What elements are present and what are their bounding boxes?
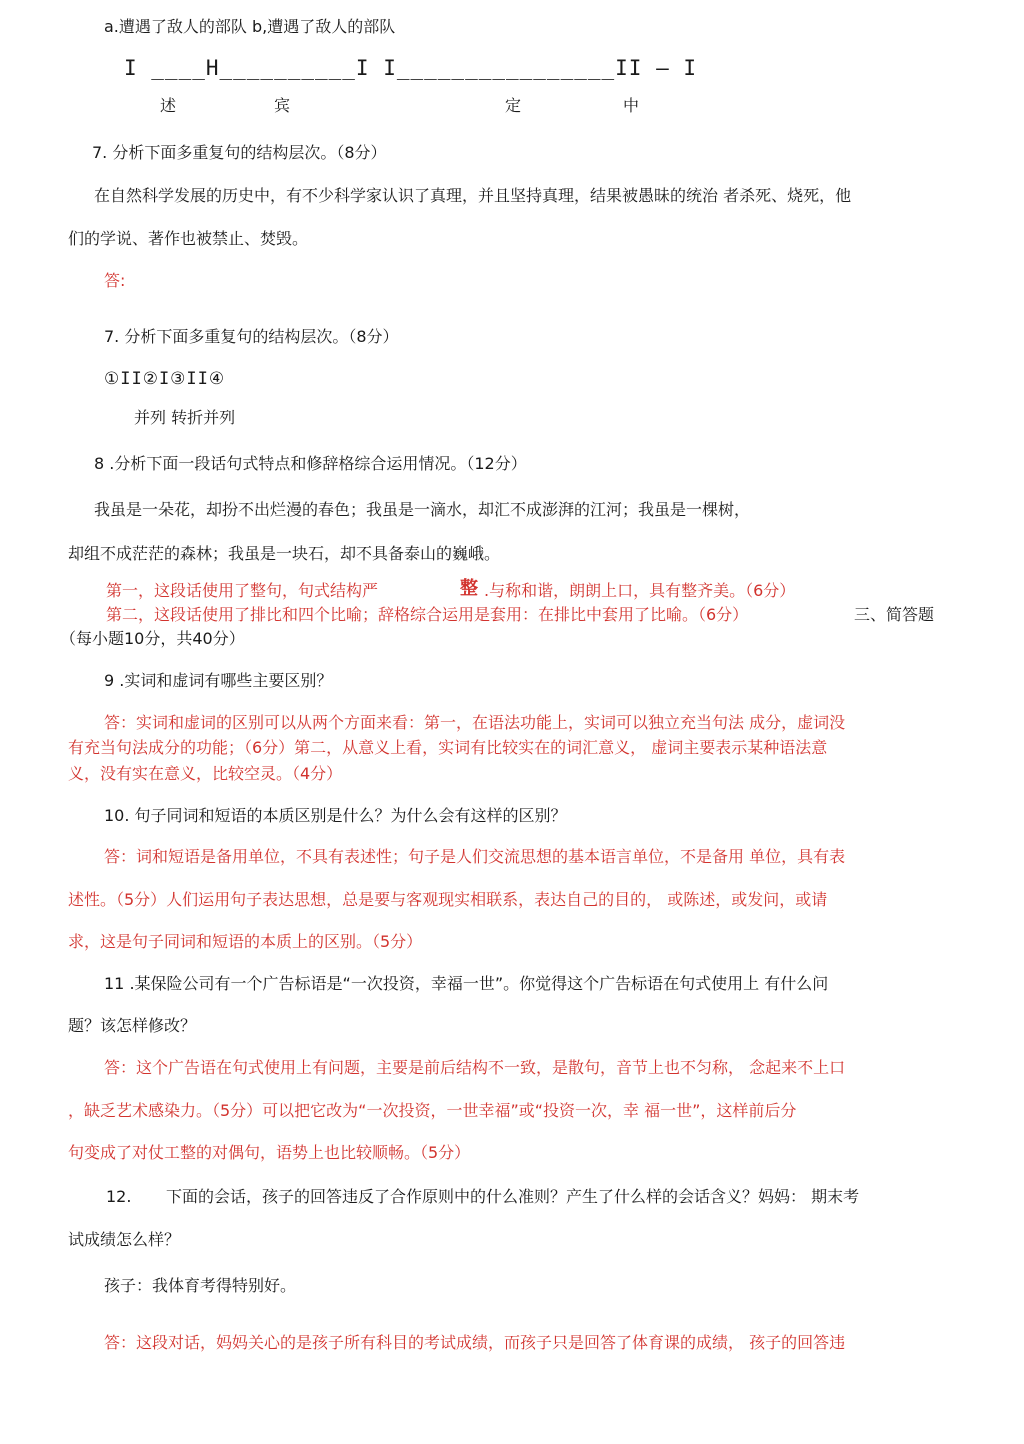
question-8-answer-1c: .与称和谐，朗朗上口，具有整齐美。（6分） [484, 581, 796, 600]
question-12-number: 12. [106, 1187, 132, 1206]
question-10-answer-line1: 答：词和短语是备用单位，不具有表述性；句子是人们交流思想的基本语言单位，不是备用 单位，具有表 [104, 847, 846, 866]
question-9-title: 9 .实词和虚词有哪些主要区别？ [104, 671, 333, 690]
question-11-title-line2: 题？该怎样修改？ [68, 1016, 197, 1035]
question-8-answer-1a: 第一，这段话使用了整句，句式结构严 [106, 581, 379, 600]
question-10-answer-line2: 述性。（5分）人们运用句子表达思想，总是要与客观现实相联系，表达自己的目的， 或陈述，或发问，或请 [68, 890, 828, 909]
question-10-title: 10. 句子同词和短语的本质区别是什么？为什么会有这样的区别？ [104, 806, 567, 825]
question-7b-symbols: ①II②I③II④ [104, 369, 226, 389]
question-7b-title: 7. 分析下面多重复句的结构层次。（8分） [104, 327, 399, 346]
question-8-answer-1b: 整 [460, 578, 478, 599]
question-7a-title: 7. 分析下面多重复句的结构层次。（8分） [92, 143, 387, 162]
role-label-zhong: 中 [623, 96, 640, 115]
section-3-heading: 三、简答题 [854, 605, 935, 624]
question-12-child-reply: 孩子：我体育考得特别好。 [104, 1276, 297, 1295]
role-label-shu: 述 [160, 96, 177, 115]
role-label-bin: 宾 [274, 96, 291, 115]
question-7a-text-line2: 们的学说、著作也被禁止、焚毁。 [68, 229, 309, 248]
section-3-note: （每小题10分，共40分） [60, 629, 245, 648]
role-label-ding: 定 [505, 96, 522, 115]
structure-diagram-line: I ____H__________I I________________II — I [124, 56, 698, 80]
question-9-answer-line3: 义，没有实在意义，比较空灵。（4分） [68, 764, 343, 783]
question-10-answer-line3: 求，这是句子同词和短语的本质上的区别。（5分） [68, 932, 423, 951]
question-7a-text-line1: 在自然科学发展的历史中，有不少科学家认识了真理，并且坚持真理，结果被愚昧的统治 者杀死、烧死，他 [94, 186, 852, 205]
question-9-answer-line1: 答：实词和虚词的区别可以从两个方面来看：第一，在语法功能上，实词可以独立充当句法 成分，虚词没 [104, 713, 846, 732]
question-9-answer-line2: 有充当句法成分的功能；（6分）第二，从意义上看，实词有比较实在的词汇意义， 虚词主要表示某种语法意 [68, 738, 828, 757]
question-8-title: 8 .分析下面一段话句式特点和修辞格综合运用情况。（12分） [94, 454, 527, 473]
question-12-answer-line1: 答：这段对话，妈妈关心的是孩子所有科目的考试成绩，而孩子只是回答了体育课的成绩， 孩子的回答违 [104, 1333, 846, 1352]
question-11-answer-line2: ，缺乏艺术感染力。（5分）可以把它改为“一次投资，一世幸福”或“投资一次，幸 福一世”，这样前后分 [68, 1101, 797, 1120]
question-12-title-line1: 下面的会话，孩子的回答违反了合作原则中的什么准则？产生了什么样的会话含义？妈妈： 期末考 [166, 1187, 860, 1206]
question-8-answer-2: 第二，这段话使用了排比和四个比喻；辞格综合运用是套用：在排比中套用了比喻。（6分） [106, 605, 749, 624]
question-8-text-line2: 却组不成茫茫的森林；我虽是一块石，却不具备泰山的巍峨。 [68, 544, 501, 563]
question-8-text-line1: 我虽是一朵花，却扮不出烂漫的春色；我虽是一滴水，却汇不成澎湃的江河；我虽是一棵树， [94, 500, 751, 519]
option-ab-text: a.遭遇了敌人的部队 b,遭遇了敌人的部队 [104, 17, 396, 36]
question-12-title-line2: 试成绩怎么样？ [68, 1230, 181, 1249]
question-7b-relations: 并列 转折并列 [134, 408, 236, 427]
question-11-answer-line3: 句变成了对仗工整的对偶句，语势上也比较顺畅。（5分） [68, 1143, 471, 1162]
question-11-title-line1: 11 .某保险公司有一个广告标语是“一次投资，幸福一世”。你觉得这个广告标语在句式使用上 有什么问 [104, 974, 829, 993]
question-11-answer-line1: 答：这个广告语在句式使用上有问题，主要是前后结构不一致，是散句，音节上也不匀称， 念起来不上口 [104, 1058, 846, 1077]
question-7a-answer-label: 答: [104, 271, 126, 290]
